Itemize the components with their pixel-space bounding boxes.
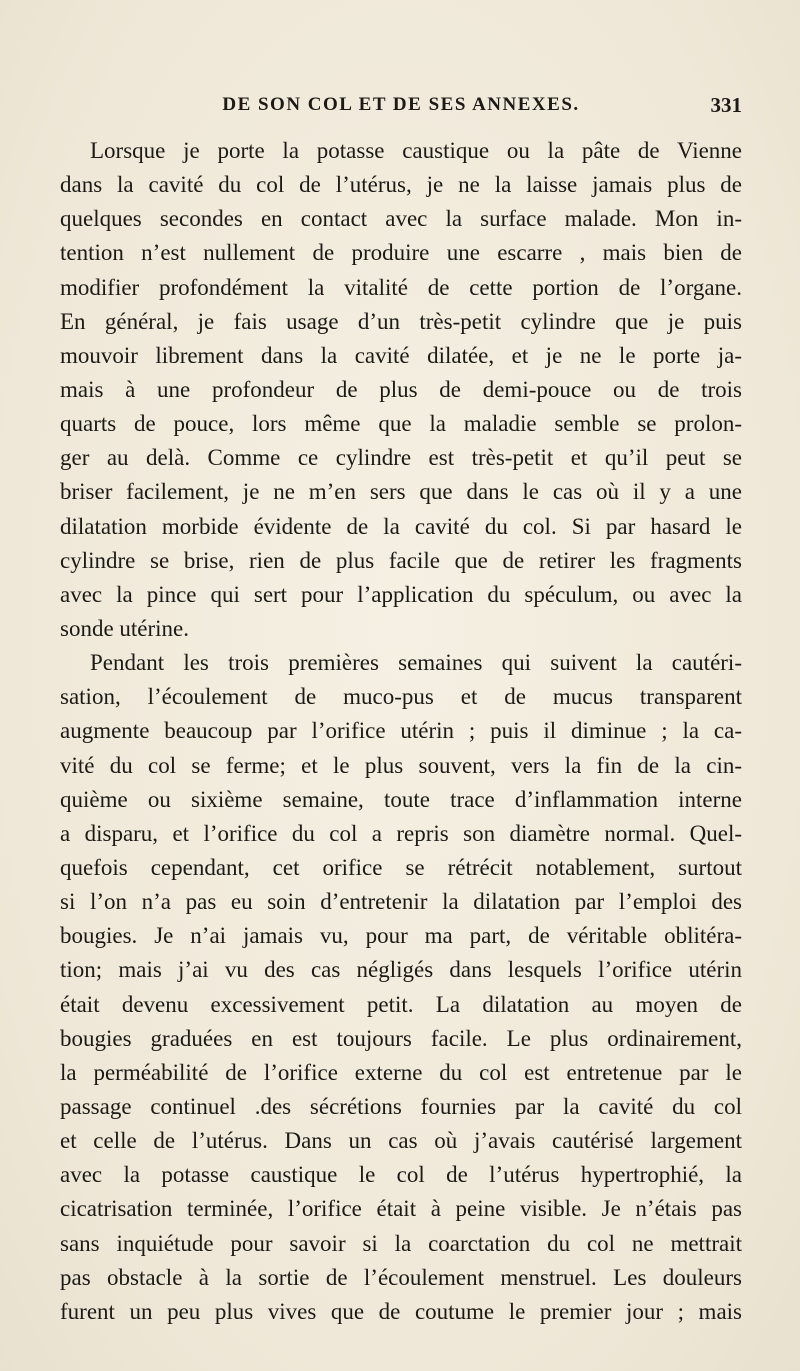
text-line: sation, l’écoulement de muco-pus et de mucus transparent bbox=[60, 684, 742, 710]
text-line: si l’on n’a pas eu soin d’entretenir la dilatation par l’emploi des bbox=[60, 889, 742, 915]
text-line: dilatation morbide évidente de la cavité du col. Si par hasard le bbox=[60, 513, 742, 539]
text-line: passage continuel .des sécrétions fournies par la cavité du col bbox=[60, 1093, 742, 1119]
text-line: cylindre se brise, rien de plus facile que de retirer les fragments bbox=[60, 547, 742, 573]
text-line: a disparu, et l’orifice du col a repris son diamètre normal. Quel- bbox=[60, 820, 742, 846]
text-line: modifier profondément la vitalité de cette portion de l’organe. bbox=[60, 274, 742, 300]
text-line: quième ou sixième semaine, toute trace d’inflammation interne bbox=[60, 786, 742, 812]
text-line: augmente beaucoup par l’orifice utérin ; puis il diminue ; la ca- bbox=[60, 718, 742, 744]
page-number: 331 bbox=[710, 93, 742, 117]
text-line: briser facilement, je ne m’en sers que dans le cas où il y a une bbox=[60, 479, 742, 505]
text-line: mais à une profondeur de plus de demi-pouce ou de trois bbox=[60, 376, 742, 402]
running-head bbox=[60, 90, 742, 120]
body-text bbox=[60, 134, 742, 1329]
text-line: était devenu excessivement petit. La dilatation au moyen de bbox=[60, 991, 742, 1017]
text-line: tention n’est nullement de produire une escarre , mais bien de bbox=[60, 240, 742, 266]
text-line: quelques secondes en contact avec la surface malade. Mon in- bbox=[60, 206, 742, 232]
running-head-title: DE SON COL ET DE SES ANNEXES. bbox=[222, 94, 580, 115]
text-line: tion; mais j’ai vu des cas négligés dans lesquels l’orifice utérin bbox=[60, 957, 742, 983]
text-line: mouvoir librement dans la cavité dilatée, et je ne le porte ja- bbox=[60, 342, 742, 368]
text-line: Lorsque je porte la potasse caustique ou la pâte de Vienne bbox=[90, 138, 742, 163]
text-line: dans la cavité du col de l’utérus, je ne la laisse jamais plus de bbox=[60, 172, 742, 198]
text-line: et celle de l’utérus. Dans un cas où j’avais cautérisé largement bbox=[60, 1128, 742, 1154]
text-line: cicatrisation terminée, l’orifice était à peine visible. Je n’étais pas bbox=[60, 1196, 742, 1222]
text-line: furent un peu plus vives que de coutume le premier jour ; mais bbox=[60, 1298, 742, 1324]
text-line: avec la potasse caustique le col de l’utérus hypertrophié, la bbox=[60, 1162, 742, 1188]
text-line: sans inquiétude pour savoir si la coarctation du col ne mettrait bbox=[60, 1230, 742, 1256]
text-line: quarts de pouce, lors même que la maladie semble se prolon- bbox=[60, 411, 742, 437]
text-line: bougies graduées en est toujours facile. Le plus ordinairement, bbox=[60, 1025, 742, 1051]
text-line: En général, je fais usage d’un très-petit cylindre que je puis bbox=[60, 308, 742, 334]
text-line: pas obstacle à la sortie de l’écoulement menstruel. Les douleurs bbox=[60, 1264, 742, 1290]
text-line: avec la pince qui sert pour l’application du spéculum, ou avec la bbox=[60, 581, 742, 607]
text-line: bougies. Je n’ai jamais vu, pour ma part, de véritable oblitéra- bbox=[60, 923, 742, 949]
text-line: vité du col se ferme; et le plus souvent, vers la fin de la cin- bbox=[60, 752, 742, 778]
text-line: ger au delà. Comme ce cylindre est très-petit et qu’il peut se bbox=[60, 445, 742, 471]
text-line: la perméabilité de l’orifice externe du col est entretenue par le bbox=[60, 1059, 742, 1085]
text-line: sonde utérine. bbox=[60, 615, 190, 641]
text-line: quefois cependant, cet orifice se rétrécit notablement, surtout bbox=[60, 854, 742, 880]
text-line: Pendant les trois premières semaines qui suivent la cautéri- bbox=[90, 650, 742, 676]
